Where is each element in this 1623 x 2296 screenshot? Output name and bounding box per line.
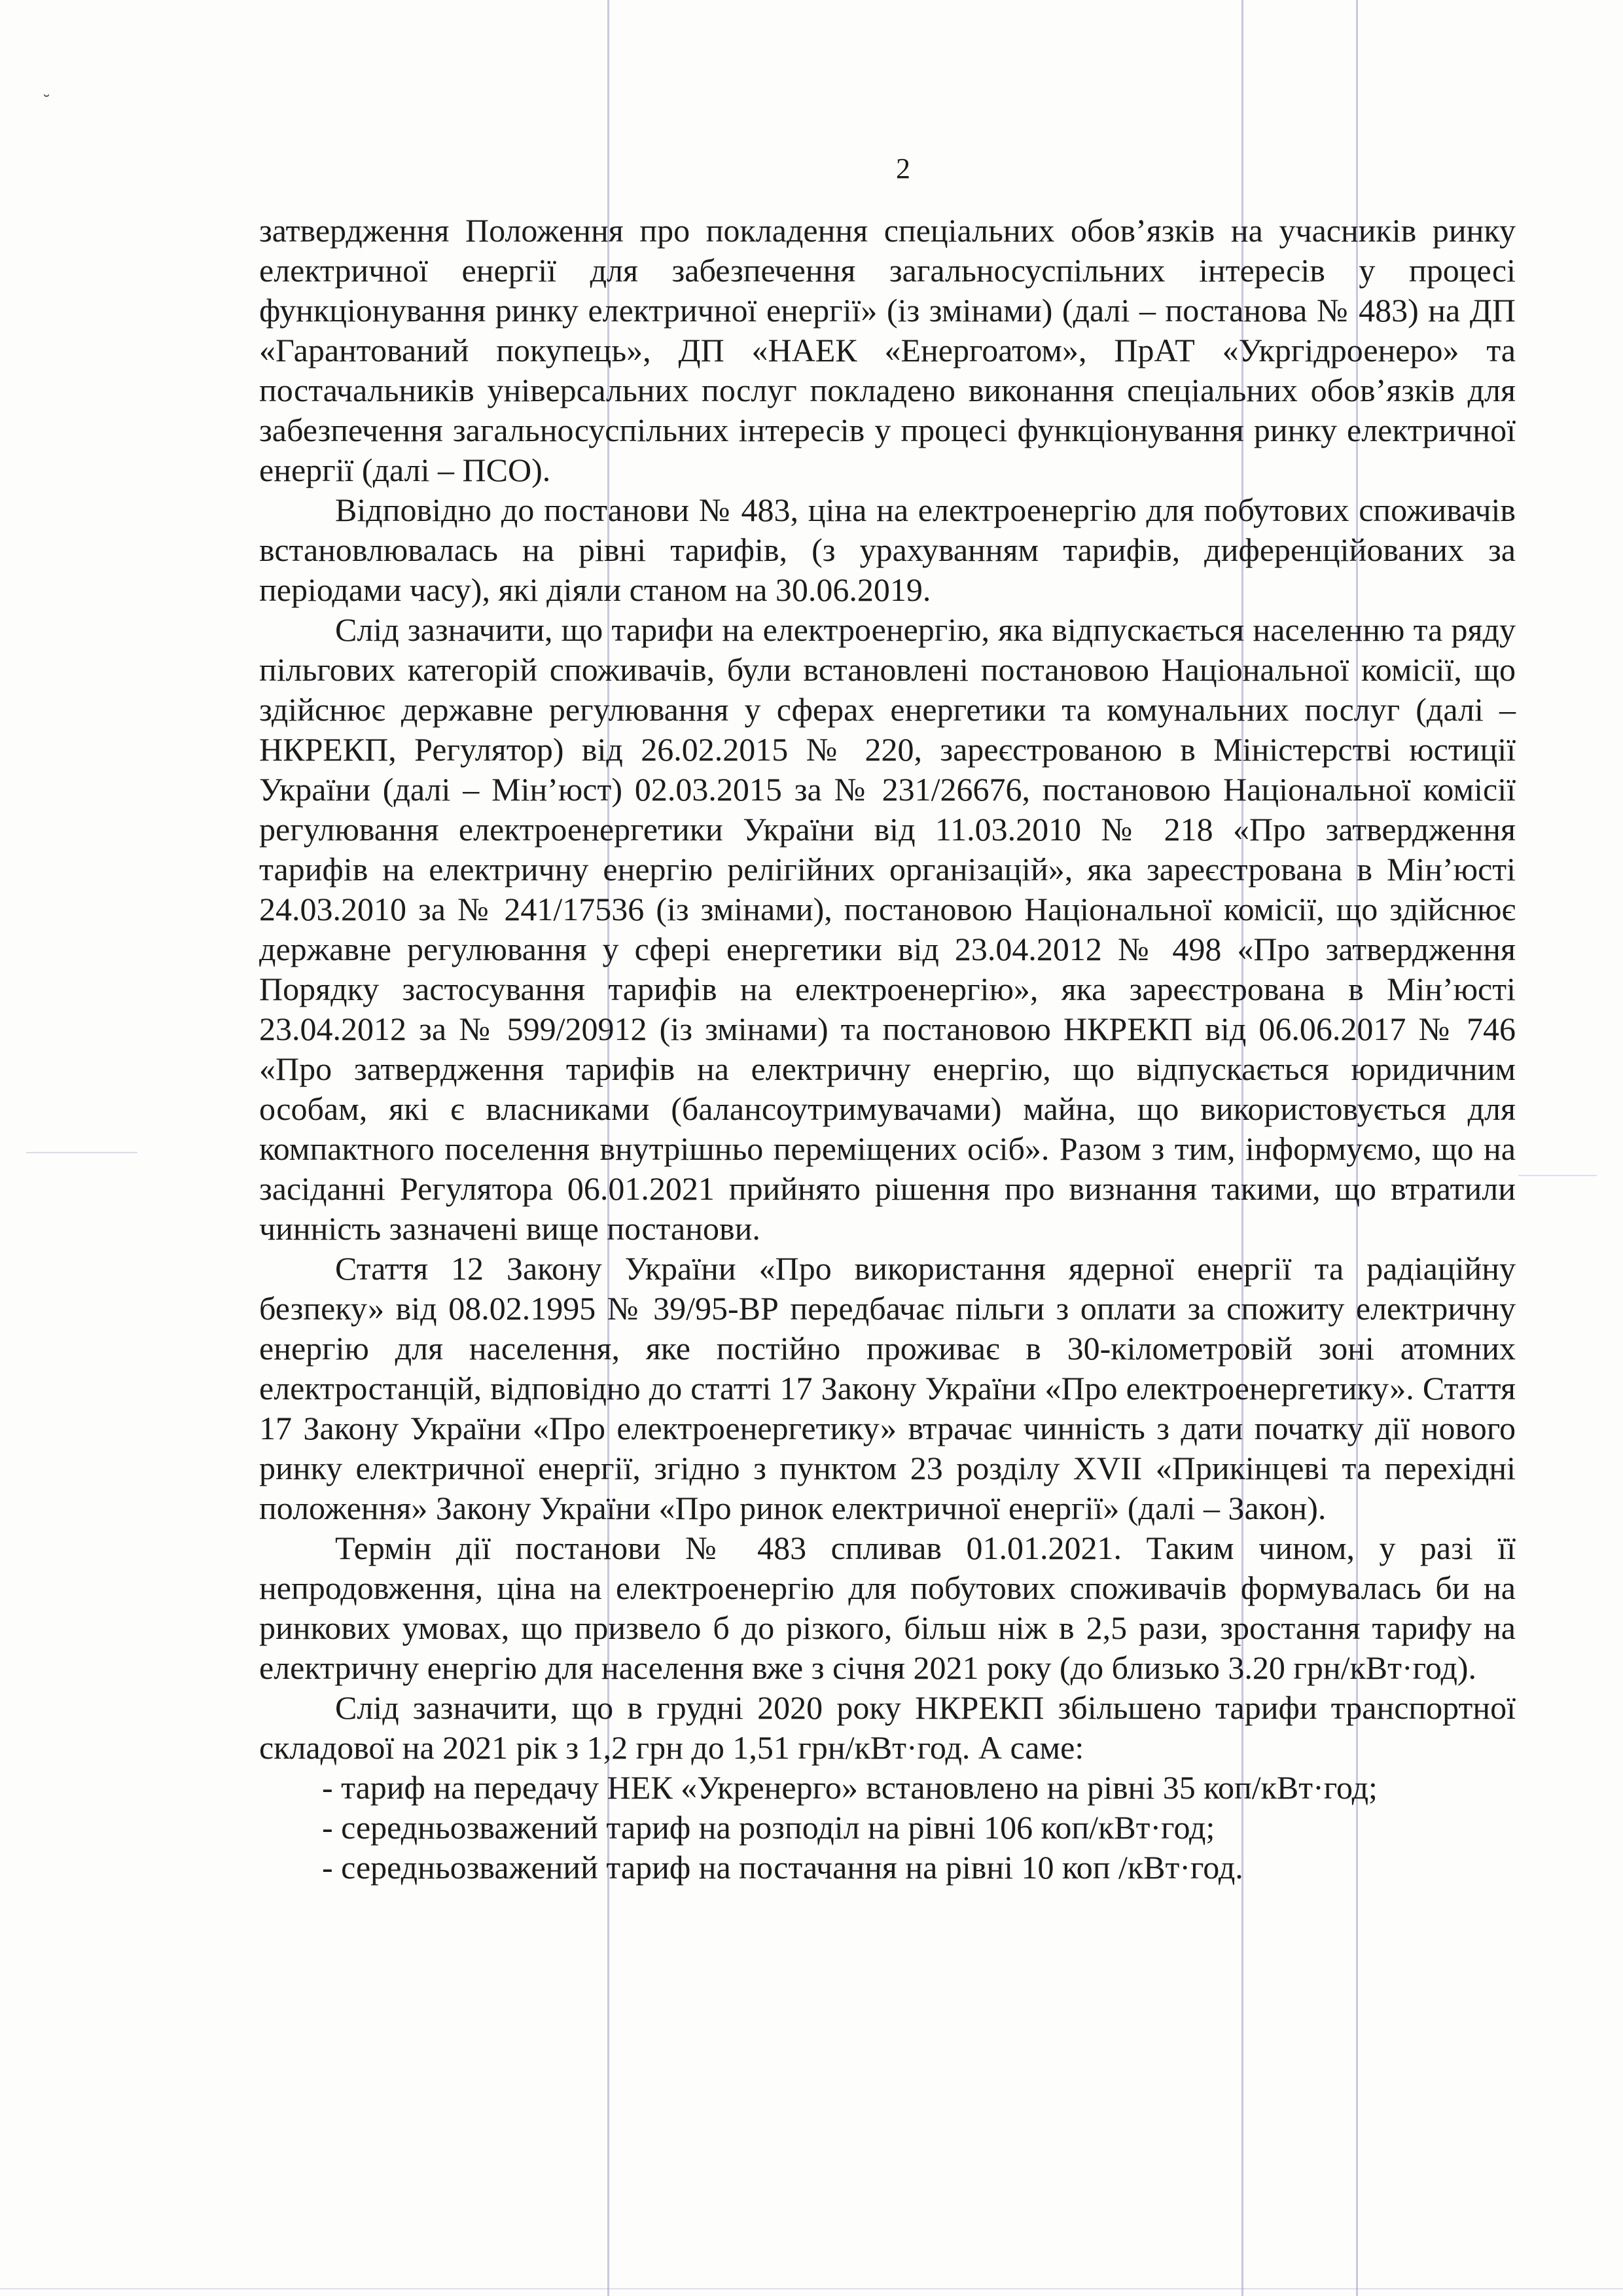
page-number: 2: [896, 152, 910, 185]
list-item: - середньозважений тариф на розподіл на рівні 106 коп/кВт·год;: [322, 1809, 1215, 1846]
paragraph-4: Стаття 12 Закону України «Про використання ядерної енергії та радіаційну безпеку» від 08.02.1995 № 39/95-ВР передбачає пільги з оплати за спожиту електричну енергію для населення, яке постійно проживає в 30-кілометровій зоні атомних електростанцій, відповідно до статті 17 Закону України «Про електроенергетику». Стаття 17 Закону України «Про електроенергетику» втрачає чинність з дати початку дії нового ринку електричної енергії, згідно з пунктом 23 розділу XVII «Прикінцеві та перехідні положення» Закону України «Про ринок електричної енергії» (далі – Закон).: [259, 1250, 1516, 1526]
list-item: - тариф на передачу НЕК «Укренерго» встановлено на рівні 35 коп/кВт·год;: [322, 1769, 1378, 1806]
paragraph-5: Термін дії постанови № 483 спливав 01.01.2021. Таким чином, у разі її непродовження, ціна на електроенергію для побутових споживачів формувалась би на ринкових умовах, що призвело б до різкого, більш ніж в 2,5 рази, зростання тарифу на електричну енергію для населення вже з січня 2021 року (до близько 3.20 грн/кВт·год).: [259, 1530, 1516, 1686]
scan-artifact-line: [26, 1152, 137, 1153]
scan-artifact-line: [1518, 1175, 1597, 1176]
document-body: [259, 211, 1516, 1888]
list-item: - середньозважений тариф на постачання на рівні 10 коп /кВт·год.: [322, 1849, 1243, 1886]
paragraph-6: Слід зазначити, що в грудні 2020 року НКРЕКП збільшено тарифи транспортної складової на 2021 рік з 1,2 грн до 1,51 грн/кВт·год. А саме:: [259, 1689, 1516, 1766]
paragraph-3: Слід зазначити, що тарифи на електроенергію, яка відпускається населенню та ряду пільгових категорій споживачів, були встановлені постановою Національної комісії, що здійснює державне регулювання у сферах енергетики та комунальних послуг (далі – НКРЕКП, Регулятор) від 26.02.2015 № 220, зареєстрованою в Міністерстві юстиції України (далі – Мін’юст) 02.03.2015 за № 231/26676, постановою Національної комісії регулювання електроенергетики України від 11.03.2010 № 218 «Про затвердження тарифів на електричну енергію релігійних організацій», яка зареєстрована в Мін’юсті 24.03.2010 за № 241/17536 (із змінами), постановою Національної комісії, що здійснює державне регулювання у сфері енергетики від 23.04.2012 № 498 «Про затвердження Порядку застосування тарифів на електроенергію», яка зареєстрована в Мін’юсті 23.04.2012 за № 599/20912 (із змінами) та постановою НКРЕКП від 06.06.2017 № 746 «Про затвердження тарифів на електричну енергію, що відпускається юридичним особам, які є власниками (балансоутримувачами) майна, що використовується для компактного поселення внутрішньо переміщених осіб». Разом з тим, інформуємо, що на засіданні Регулятора 06.01.2021 прийнято рішення про визнання такими, що втратили чинність зазначені вище постанови.: [259, 611, 1516, 1247]
paragraph-2: Відповідно до постанови № 483, ціна на електроенергію для побутових споживачів встановлювалась на рівні тарифів, (з урахуванням тарифів, диференційованих за періодами часу), які діяли станом на 30.06.2019.: [259, 492, 1516, 608]
scan-artifact-line: [0, 2288, 1623, 2289]
paragraph-1: затвердження Положення про покладення спеціальних обов’язків на учасників ринку електричної енергії для забезпечення загальносуспільних інтересів у процесі функціонування ринку електричної енергії» (із змінами) (далі – постанова № 483) на ДП «Гарантований покупець», ДП «НАЕК «Енергоатом», ПрАТ «Укргідроенерo» та постачальників універсальних послуг покладено виконання спеціальних обов’язків для забезпечення загальносуспільних інтересів у процесі функціонування ринку електричної енергії (далі – ПСО).: [259, 212, 1516, 488]
scan-speck: ˘: [43, 90, 50, 112]
